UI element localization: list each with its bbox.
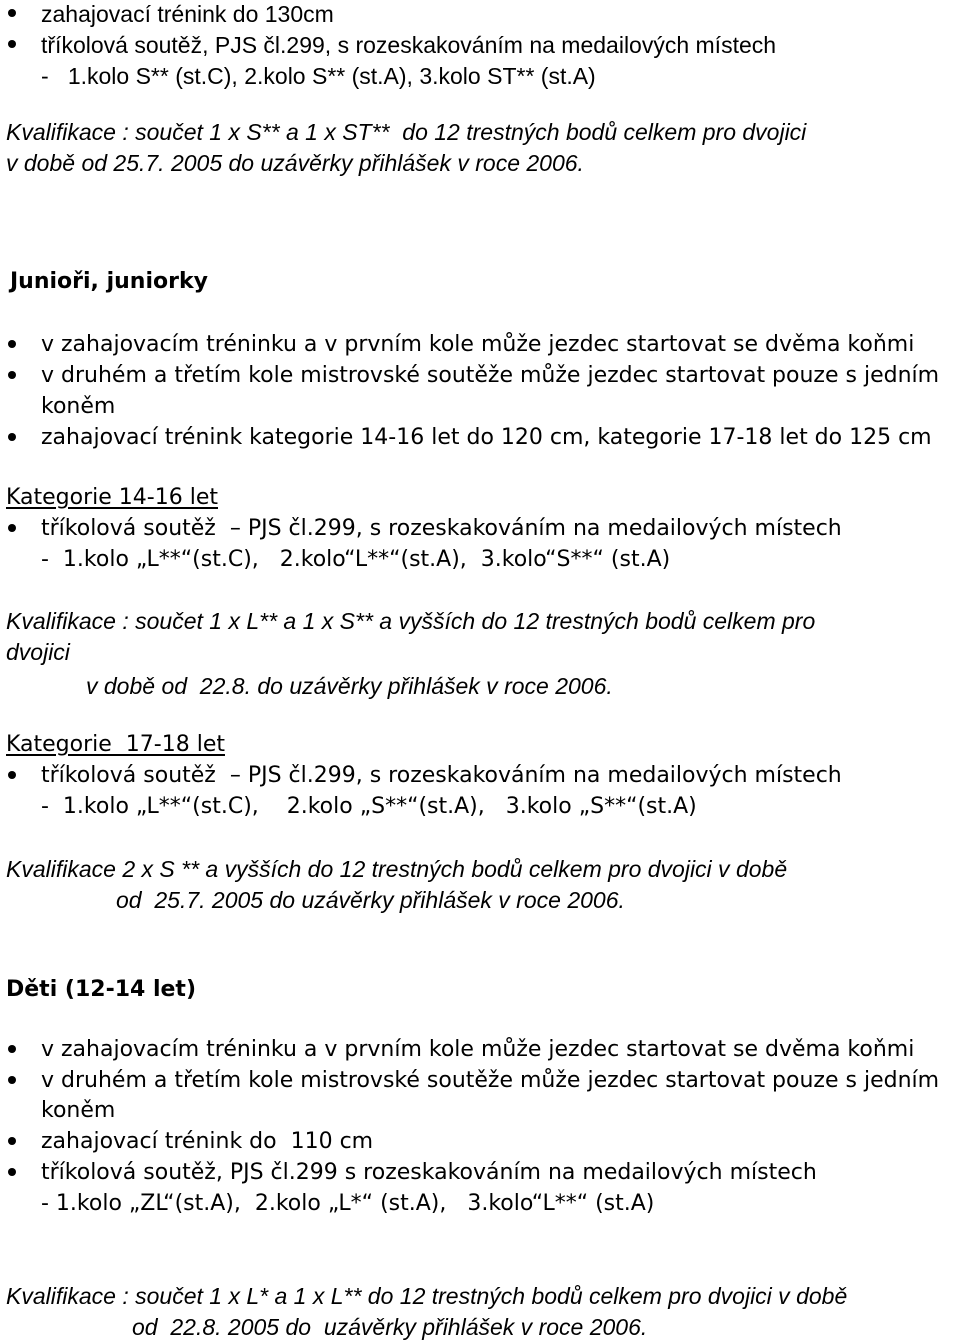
bullet [8, 1168, 16, 1176]
list-item: zahajovací trénink do 130cm [41, 1, 334, 27]
qualification-line: v době od 22.8. do uzávěrky přihlášek v roce 2006. [86, 673, 613, 699]
section-heading-children: Děti (12-14 let) [6, 977, 197, 1002]
list-item-continuation: koněm [41, 394, 116, 419]
qualification-line: Kvalifikace 2 x S ** a vyšších do 12 trestných bodů celkem pro dvojici v době [6, 856, 788, 882]
qualification-line: v době od 25.7. 2005 do uzávěrky přihlášek v roce 2006. [6, 150, 584, 176]
bullet [8, 371, 16, 379]
list-item: v zahajovacím tréninku a v prvním kole může jezdec startovat se dvěma koňmi [41, 332, 915, 357]
bullet [8, 1045, 16, 1053]
list-item: tříkolová soutěž, PJS čl.299, s rozeskakováním na medailových místech [41, 32, 777, 58]
bullet [8, 1137, 16, 1145]
rounds-line: - 1.kolo „ZL“(st.A), 2.kolo „L*“ (st.A), 3.kolo“L**“ (st.A) [41, 1191, 655, 1216]
bullet [8, 524, 16, 532]
rounds-line: - 1.kolo „L**“(st.C), 2.kolo“L**“(st.A), 3.kolo“S**“ (st.A) [41, 547, 671, 572]
qualification-line: od 22.8. 2005 do uzávěrky přihlášek v roce 2006. [132, 1314, 648, 1340]
bullet [8, 9, 16, 17]
category-title: Kategorie 14-16 let [6, 485, 218, 510]
bullet [8, 433, 16, 441]
rounds-line: - 1.kolo S** (st.C), 2.kolo S** (st.A), 3.kolo ST** (st.A) [41, 63, 596, 89]
category-title: Kategorie 17-18 let [6, 732, 225, 757]
list-item-continuation: koněm [41, 1098, 116, 1123]
list-item: tříkolová soutěž – PJS čl.299, s rozeskakováním na medailových místech [41, 763, 842, 788]
list-item: tříkolová soutěž – PJS čl.299, s rozeskakováním na medailových místech [41, 516, 842, 541]
qualification-line: Kvalifikace : součet 1 x S** a 1 x ST** do 12 trestných bodů celkem pro dvojici [6, 119, 807, 145]
section-heading-juniors: Junioři, juniorky [10, 269, 208, 294]
bullet [8, 40, 16, 48]
bullet [8, 340, 16, 348]
list-item: v druhém a třetím kole mistrovské soutěže může jezdec startovat pouze s jedním [41, 363, 940, 388]
qualification-line: od 25.7. 2005 do uzávěrky přihlášek v roce 2006. [116, 887, 625, 913]
qualification-line: dvojici [6, 639, 70, 665]
list-item: tříkolová soutěž, PJS čl.299 s rozeskakováním na medailových místech [41, 1160, 817, 1185]
qualification-line: Kvalifikace : součet 1 x L* a 1 x L** do 12 trestných bodů celkem pro dvojici v době [6, 1283, 848, 1309]
rounds-line: - 1.kolo „L**“(st.C), 2.kolo „S**“(st.A), 3.kolo „S**“(st.A) [41, 794, 697, 819]
bullet [8, 1076, 16, 1084]
list-item: zahajovací trénink do 110 cm [41, 1129, 374, 1154]
bullet [8, 771, 16, 779]
list-item: zahajovací trénink kategorie 14-16 let do 120 cm, kategorie 17-18 let do 125 cm [41, 425, 932, 450]
list-item: v zahajovacím tréninku a v prvním kole může jezdec startovat se dvěma koňmi [41, 1037, 915, 1062]
list-item: v druhém a třetím kole mistrovské soutěže může jezdec startovat pouze s jedním [41, 1068, 940, 1093]
qualification-line: Kvalifikace : součet 1 x L** a 1 x S** a vyšších do 12 trestných bodů celkem pro [6, 608, 816, 634]
